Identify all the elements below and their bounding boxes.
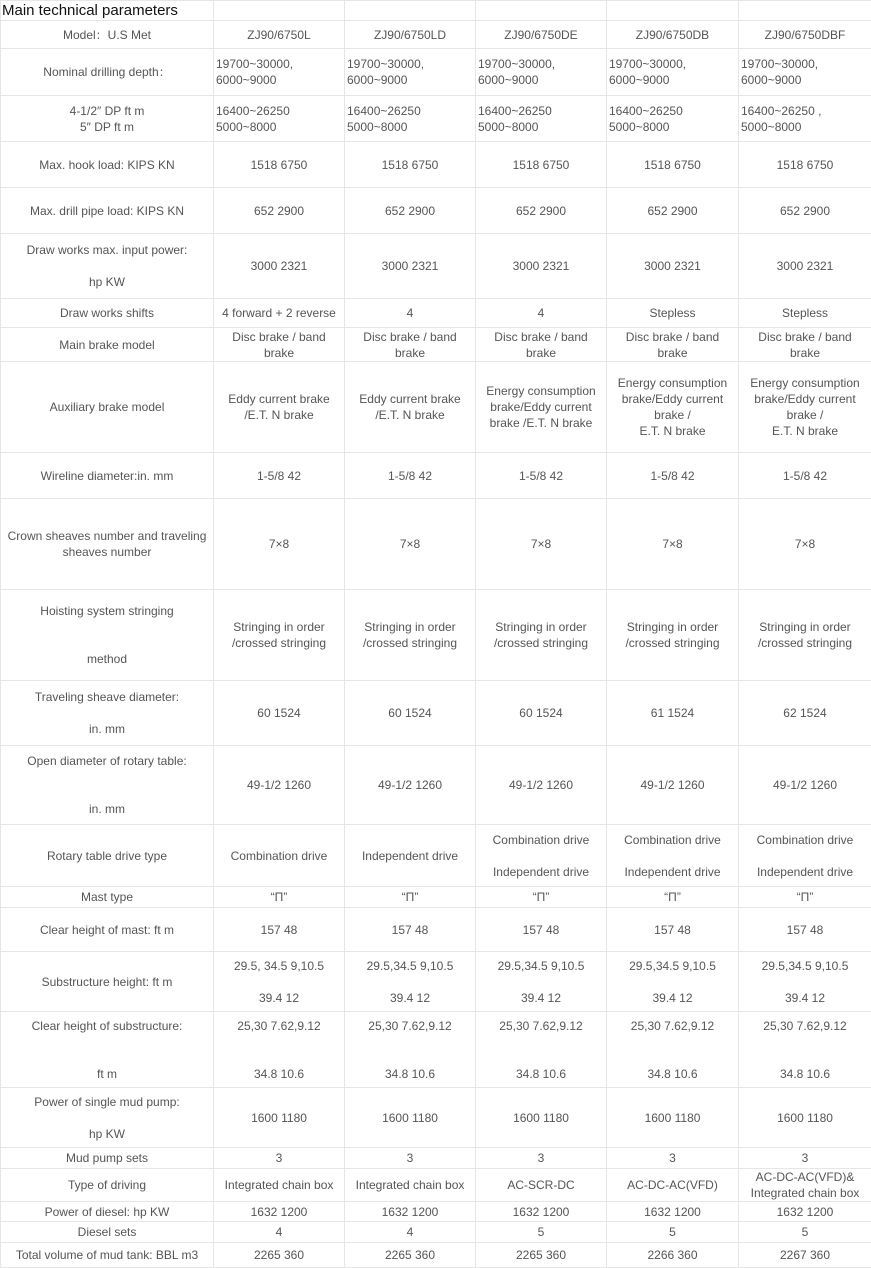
row-label: Diesel sets bbox=[1, 1222, 214, 1243]
table-row bbox=[1, 590, 871, 681]
row-value: 1-5/8 42 bbox=[214, 453, 345, 499]
row-value: 4 forward + 2 reverse bbox=[214, 299, 345, 328]
row-value: 3000 2321 bbox=[476, 234, 607, 299]
column-header: ZJ90/6750DB bbox=[607, 21, 739, 49]
row-value: Eddy current brake /E.T. N brake bbox=[345, 362, 476, 453]
row-label: Type of driving bbox=[1, 1169, 214, 1202]
row-value: 1632 1200 bbox=[739, 1202, 871, 1222]
row-label: Rotary table drive type bbox=[1, 825, 214, 887]
row-value: 16400~26250 5000~8000 bbox=[476, 96, 607, 142]
row-value: 4 bbox=[214, 1222, 345, 1243]
row-value: 16400~26250 5000~8000 bbox=[214, 96, 345, 142]
blank-cell bbox=[345, 1, 476, 21]
row-value: 1518 6750 bbox=[739, 142, 871, 188]
row-value: Disc brake / band brake bbox=[345, 328, 476, 362]
row-label: Crown sheaves number and traveling sheaves number bbox=[1, 499, 214, 590]
row-value: Integrated chain box bbox=[214, 1169, 345, 1202]
row-value: Stringing in order /crossed stringing bbox=[476, 590, 607, 681]
column-header: ZJ90/6750L bbox=[214, 21, 345, 49]
row-label: Auxiliary brake model bbox=[1, 362, 214, 453]
row-value: 7×8 bbox=[607, 499, 739, 590]
row-label: Draw works shifts bbox=[1, 299, 214, 328]
row-value: Energy consumption brake/Eddy current brake /E.T. N brake bbox=[476, 362, 607, 453]
column-header: ZJ90/6750LD bbox=[345, 21, 476, 49]
row-label: Hoisting system stringing method bbox=[1, 590, 214, 681]
row-value: 2265 360 bbox=[345, 1243, 476, 1268]
row-value: 29.5,34.5 9,10.5 39.4 12 bbox=[739, 952, 871, 1012]
row-value: 1600 1180 bbox=[607, 1088, 739, 1148]
row-value: 49-1/2 1260 bbox=[607, 746, 739, 825]
table-row bbox=[1, 96, 871, 142]
row-value: 3 bbox=[214, 1148, 345, 1169]
row-value: 3 bbox=[345, 1148, 476, 1169]
row-label: Mast type bbox=[1, 887, 214, 908]
table-row bbox=[1, 1202, 871, 1222]
row-value: 60 1524 bbox=[476, 681, 607, 746]
row-value: 2265 360 bbox=[214, 1243, 345, 1268]
row-value: 29.5,34.5 9,10.5 39.4 12 bbox=[345, 952, 476, 1012]
row-value: 61 1524 bbox=[607, 681, 739, 746]
table-row bbox=[1, 952, 871, 1012]
row-value: 3000 2321 bbox=[739, 234, 871, 299]
row-value: “Π” bbox=[476, 887, 607, 908]
row-value: Disc brake / band brake bbox=[476, 328, 607, 362]
row-value: 3000 2321 bbox=[214, 234, 345, 299]
row-value: 16400~26250 , 5000~8000 bbox=[739, 96, 871, 142]
row-value: 2267 360 bbox=[739, 1243, 871, 1268]
row-value: 25,30 7.62,9.12 34.8 10.6 bbox=[345, 1012, 476, 1088]
row-value: Stepless bbox=[739, 299, 871, 328]
row-value: 1518 6750 bbox=[345, 142, 476, 188]
row-value: Stringing in order /crossed stringing bbox=[739, 590, 871, 681]
row-value: 652 2900 bbox=[214, 188, 345, 234]
row-value: 157 48 bbox=[476, 908, 607, 952]
table-row bbox=[1, 1222, 871, 1243]
row-value: 1632 1200 bbox=[214, 1202, 345, 1222]
row-value: 652 2900 bbox=[607, 188, 739, 234]
row-value: AC-SCR-DC bbox=[476, 1169, 607, 1202]
blank-cell bbox=[739, 1, 871, 21]
column-header: ZJ90/6750DE bbox=[476, 21, 607, 49]
row-value: 19700~30000, 6000~9000 bbox=[739, 49, 871, 96]
row-value: Stringing in order /crossed stringing bbox=[345, 590, 476, 681]
page-title: Main technical parameters bbox=[2, 1, 214, 21]
row-value: 1-5/8 42 bbox=[345, 453, 476, 499]
row-value: 1-5/8 42 bbox=[607, 453, 739, 499]
blank-cell bbox=[214, 1, 345, 21]
table-row bbox=[1, 1243, 871, 1268]
table-row bbox=[1, 453, 871, 499]
table-row bbox=[1, 234, 871, 299]
row-value: AC-DC-AC(VFD) bbox=[607, 1169, 739, 1202]
blank-cell bbox=[607, 1, 739, 21]
table-row bbox=[1, 142, 871, 188]
row-value: 652 2900 bbox=[345, 188, 476, 234]
row-value: Combination drive bbox=[214, 825, 345, 887]
row-value: 25,30 7.62,9.12 34.8 10.6 bbox=[476, 1012, 607, 1088]
table-row bbox=[1, 908, 871, 952]
row-value: 49-1/2 1260 bbox=[739, 746, 871, 825]
column-header: Model：U.S Met bbox=[1, 21, 214, 49]
table-row bbox=[1, 188, 871, 234]
row-value: 62 1524 bbox=[739, 681, 871, 746]
row-value: 4 bbox=[476, 299, 607, 328]
row-label: Wireline diameter:in. mm bbox=[1, 453, 214, 499]
row-value: 1600 1180 bbox=[214, 1088, 345, 1148]
row-value: Combination drive Independent drive bbox=[607, 825, 739, 887]
row-value: Stringing in order /crossed stringing bbox=[214, 590, 345, 681]
table-row bbox=[1, 1148, 871, 1169]
row-value: 49-1/2 1260 bbox=[476, 746, 607, 825]
table-row bbox=[1, 328, 871, 362]
row-value: 1518 6750 bbox=[476, 142, 607, 188]
row-value: Energy consumption brake/Eddy current brake / E.T. N brake bbox=[607, 362, 739, 453]
row-value: 16400~26250 5000~8000 bbox=[345, 96, 476, 142]
row-label: Draw works max. input power: hp KW bbox=[1, 234, 214, 299]
row-value: Energy consumption brake/Eddy current brake / E.T. N brake bbox=[739, 362, 871, 453]
row-value: Combination drive Independent drive bbox=[739, 825, 871, 887]
table-row bbox=[1, 299, 871, 328]
row-label: Total volume of mud tank: BBL m3 bbox=[1, 1243, 214, 1268]
row-label: Substructure height: ft m bbox=[1, 952, 214, 1012]
row-value: 19700~30000, 6000~9000 bbox=[476, 49, 607, 96]
table-row bbox=[1, 1169, 871, 1202]
row-value: 7×8 bbox=[476, 499, 607, 590]
row-value: 3000 2321 bbox=[607, 234, 739, 299]
row-value: 16400~26250 5000~8000 bbox=[607, 96, 739, 142]
row-label: Power of diesel: hp KW bbox=[1, 1202, 214, 1222]
table-row bbox=[1, 887, 871, 908]
row-value: 1632 1200 bbox=[345, 1202, 476, 1222]
row-value: 3 bbox=[739, 1148, 871, 1169]
row-label: Mud pump sets bbox=[1, 1148, 214, 1169]
row-value: 29.5, 34.5 9,10.5 39.4 12 bbox=[214, 952, 345, 1012]
table-row bbox=[1, 1012, 871, 1088]
row-value: Disc brake / band brake bbox=[607, 328, 739, 362]
row-value: “Π” bbox=[739, 887, 871, 908]
row-value: 5 bbox=[476, 1222, 607, 1243]
row-value: 1600 1180 bbox=[345, 1088, 476, 1148]
row-value: Stepless bbox=[607, 299, 739, 328]
row-value: 49-1/2 1260 bbox=[345, 746, 476, 825]
row-value: 19700~30000, 6000~9000 bbox=[607, 49, 739, 96]
table-row bbox=[1, 499, 871, 590]
row-value: 5 bbox=[739, 1222, 871, 1243]
row-value: 3000 2321 bbox=[345, 234, 476, 299]
row-value: 3 bbox=[607, 1148, 739, 1169]
row-value: 157 48 bbox=[739, 908, 871, 952]
table-row bbox=[1, 49, 871, 96]
table-row bbox=[1, 825, 871, 887]
row-value: Eddy current brake /E.T. N brake bbox=[214, 362, 345, 453]
row-value: 652 2900 bbox=[476, 188, 607, 234]
row-value: 2266 360 bbox=[607, 1243, 739, 1268]
row-label: Clear height of mast: ft m bbox=[1, 908, 214, 952]
row-label: Max. hook load: KIPS KN bbox=[1, 142, 214, 188]
blank-cell bbox=[476, 1, 607, 21]
row-value: 1632 1200 bbox=[476, 1202, 607, 1222]
table-row bbox=[1, 362, 871, 453]
row-value: 4 bbox=[345, 299, 476, 328]
row-value: 7×8 bbox=[739, 499, 871, 590]
row-label: 4-1/2″ DP ft m 5″ DP ft m bbox=[1, 96, 214, 142]
row-value: 1600 1180 bbox=[476, 1088, 607, 1148]
row-value: “Π” bbox=[607, 887, 739, 908]
row-value: 157 48 bbox=[214, 908, 345, 952]
row-value: 1-5/8 42 bbox=[739, 453, 871, 499]
column-header: ZJ90/6750DBF bbox=[739, 21, 871, 49]
table-row bbox=[1, 1088, 871, 1148]
row-value: 25,30 7.62,9.12 34.8 10.6 bbox=[607, 1012, 739, 1088]
row-label: Open diameter of rotary table: in. mm bbox=[1, 746, 214, 825]
row-value: 157 48 bbox=[345, 908, 476, 952]
row-value: 652 2900 bbox=[739, 188, 871, 234]
row-value: 25,30 7.62,9.12 34.8 10.6 bbox=[214, 1012, 345, 1088]
row-value: 29.5,34.5 9,10.5 39.4 12 bbox=[607, 952, 739, 1012]
row-value: “Π” bbox=[214, 887, 345, 908]
row-label: Clear height of substructure: ft m bbox=[1, 1012, 214, 1088]
row-value: 60 1524 bbox=[214, 681, 345, 746]
row-value: 7×8 bbox=[214, 499, 345, 590]
row-value: 19700~30000, 6000~9000 bbox=[345, 49, 476, 96]
row-value: Combination drive Independent drive bbox=[476, 825, 607, 887]
row-value: 1632 1200 bbox=[607, 1202, 739, 1222]
row-value: 7×8 bbox=[345, 499, 476, 590]
row-value: 1518 6750 bbox=[214, 142, 345, 188]
row-value: Disc brake / band brake bbox=[214, 328, 345, 362]
row-value: Disc brake / band brake bbox=[739, 328, 871, 362]
row-value: 60 1524 bbox=[345, 681, 476, 746]
table-row bbox=[1, 681, 871, 746]
row-value: 2265 360 bbox=[476, 1243, 607, 1268]
row-label: Traveling sheave diameter: in. mm bbox=[1, 681, 214, 746]
row-value: Independent drive bbox=[345, 825, 476, 887]
row-value: “Π” bbox=[345, 887, 476, 908]
row-value: 49-1/2 1260 bbox=[214, 746, 345, 825]
header-row bbox=[1, 21, 871, 49]
row-value: 1518 6750 bbox=[607, 142, 739, 188]
row-label: Max. drill pipe load: KIPS KN bbox=[1, 188, 214, 234]
row-value: 19700~30000, 6000~9000 bbox=[214, 49, 345, 96]
row-label: Power of single mud pump: hp KW bbox=[1, 1088, 214, 1148]
row-value: 1600 1180 bbox=[739, 1088, 871, 1148]
row-value: 25,30 7.62,9.12 34.8 10.6 bbox=[739, 1012, 871, 1088]
row-value: 4 bbox=[345, 1222, 476, 1243]
row-value: 1-5/8 42 bbox=[476, 453, 607, 499]
row-value: 5 bbox=[607, 1222, 739, 1243]
table-row bbox=[1, 746, 871, 825]
row-label: Nominal drilling depth： bbox=[1, 49, 214, 96]
row-value: Integrated chain box bbox=[345, 1169, 476, 1202]
row-value: 157 48 bbox=[607, 908, 739, 952]
row-value: AC-DC-AC(VFD)& Integrated chain box bbox=[739, 1169, 871, 1202]
row-label: Main brake model bbox=[1, 328, 214, 362]
row-value: Stringing in order /crossed stringing bbox=[607, 590, 739, 681]
row-value: 3 bbox=[476, 1148, 607, 1169]
row-value: 29.5,34.5 9,10.5 39.4 12 bbox=[476, 952, 607, 1012]
